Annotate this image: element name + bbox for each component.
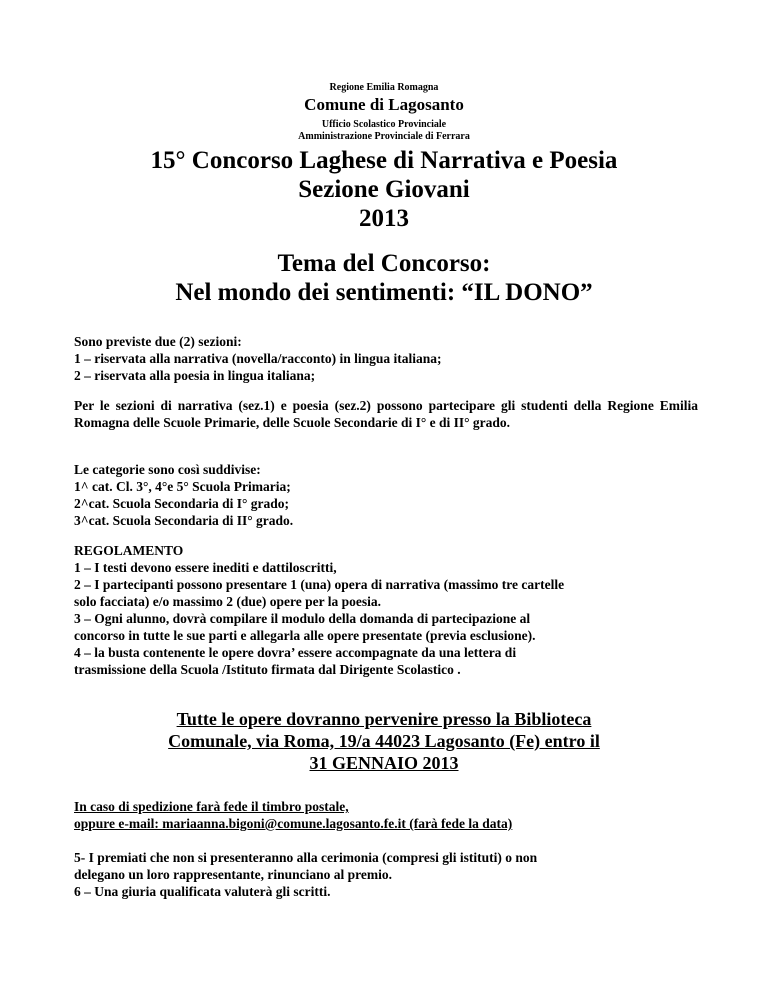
comune-name: Comune di Lagosanto	[304, 95, 464, 114]
shipping-suffix: (farà fede la data)	[405, 816, 513, 831]
shipping-line-2	[74, 815, 698, 832]
section-item-2: 2 – riservata alla poesia in lingua italiana;	[74, 368, 316, 383]
regulations-heading: REGOLAMENTO	[74, 543, 184, 558]
sections-block	[74, 333, 698, 384]
section-item-1: 1 – riservata alla narrativa (novella/racconto) in lingua italiana;	[74, 351, 442, 366]
shipping-line-1: In caso di spedizione farà fede il timbro postale,	[74, 799, 349, 814]
title-line-3: 2013	[359, 205, 409, 232]
title-line-1: 15° Concorso Laghese di Narrativa e Poesia	[150, 147, 618, 174]
eligibility-paragraph: Per le sezioni di narrativa (sez.1) e poesia (sez.2) possono partecipare gli studenti della Regione Emilia Romagna delle Scuole Primarie, delle Scuole Secondarie di I° e di II° grado.	[74, 398, 698, 430]
office-line-1: Ufficio Scolastico Provinciale	[321, 119, 447, 130]
rule-3b: concorso in tutte le sue parti e allegarla alle opere presentate (previa esclusione).	[74, 628, 536, 643]
sections-intro: Sono previste due (2) sezioni:	[74, 334, 242, 349]
shipping-prefix: oppure e-mail:	[74, 816, 163, 831]
office-names	[0, 119, 768, 143]
region-name: Regione Emilia Romagna	[329, 82, 439, 93]
deadline-notice	[0, 708, 768, 774]
regulations-block	[74, 542, 698, 678]
categories-block	[74, 461, 698, 529]
rule-2b: solo facciata) e/o massimo 2 (due) opere per la poesia.	[74, 594, 381, 609]
categories-intro: Le categorie sono così suddivise:	[74, 462, 261, 477]
deadline-line-1: Tutte le opere dovranno pervenire presso la Biblioteca	[176, 709, 592, 729]
rule-2a: 2 – I partecipanti possono presentare 1 (una) opera di narrativa (massimo tre cartelle	[74, 577, 565, 592]
category-3: 3^cat. Scuola Secondaria di II° grado.	[74, 513, 294, 528]
extra-rules-block	[74, 849, 698, 900]
category-1: 1^ cat. Cl. 3°, 4°e 5° Scuola Primaria;	[74, 479, 291, 494]
rule-1: 1 – I testi devono essere inediti e dattiloscritti,	[74, 560, 337, 575]
rule-5b: delegano un loro rappresentante, rinunciano al premio.	[74, 867, 393, 882]
theme-line-2: Nel mondo dei sentimenti: “IL DONO”	[175, 279, 593, 306]
deadline-line-3: 31 GENNAIO 2013	[309, 753, 459, 773]
deadline-line-2: Comunale, via Roma, 19/a 44023 Lagosanto (Fe) entro il	[168, 731, 600, 751]
theme-line-1: Tema del Concorso:	[277, 250, 491, 277]
rule-3a: 3 – Ogni alunno, dovrà compilare il modulo della domanda di partecipazione al	[74, 611, 531, 626]
rule-4b: trasmissione della Scuola /Istituto firmata dal Dirigente Scolastico .	[74, 662, 461, 677]
email-link[interactable]: mariaanna.bigoni@comune.lagosanto.fe.it	[162, 816, 406, 831]
category-2: 2^cat. Scuola Secondaria di I° grado;	[74, 496, 289, 511]
rule-5a: 5- I premiati che non si presenteranno alla cerimonia (compresi gli istituti) o non	[74, 850, 538, 865]
contest-title	[0, 146, 768, 233]
title-line-2: Sezione Giovani	[298, 176, 470, 203]
rule-4a: 4 – la busta contenente le opere dovra’ essere accompagnate da una lettera di	[74, 645, 517, 660]
contest-theme	[0, 249, 768, 307]
office-line-2: Amministrazione Provinciale di Ferrara	[298, 131, 470, 142]
rule-6: 6 – Una giuria qualificata valuterà gli scritti.	[74, 884, 331, 899]
shipping-block	[74, 798, 698, 832]
